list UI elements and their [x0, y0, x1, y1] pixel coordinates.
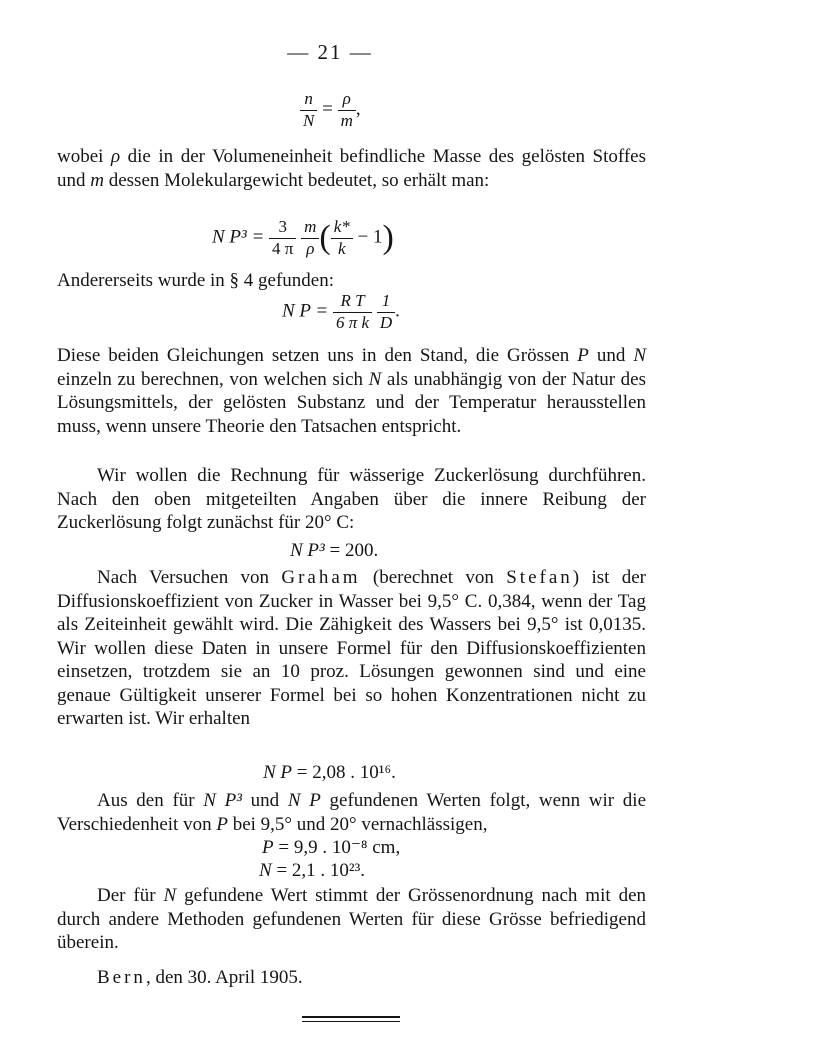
numerator: n [300, 90, 317, 111]
minus-one: − 1 [352, 226, 383, 248]
numerator: 1 [377, 292, 395, 313]
author-graham: Graham [281, 567, 361, 588]
text-run: wobei [57, 146, 111, 167]
equation-comma: , [355, 98, 361, 120]
symbol-N: N [163, 885, 177, 906]
fraction-3-4pi [269, 218, 296, 258]
equation-lhs: N P³ = [212, 226, 270, 248]
equation-lhs: N P = [282, 300, 334, 322]
text-run: ) ist der Diffusionskoeffizient von Zucker in Wasser bei 9,5° C. 0,384, wenn der Tag als Zeiteinheit gewählt wird. Die Zähigkeit des Wassers bei 9,5° ist 0,0135. Wir wollen diese Daten in unsere Formel für den Diffusionskoeffizienten einsetzen, trotzdem sie an 10 proz. Lösungen gewonnen sind und eine genaue Gültigkeit unserer Formel bei so hohen Konzentrationen nicht zu erwarten ist. Wir erhalten [57, 567, 646, 729]
equation-NP3-value [290, 540, 378, 562]
numerator: m [301, 218, 319, 239]
denominator: ρ [306, 238, 315, 258]
numerator: 3 [269, 218, 296, 239]
fraction-1-D [377, 292, 395, 332]
numerator: k* [331, 218, 353, 239]
equation-rhs: = 9,9 . 10⁻⁸ cm, [273, 837, 401, 858]
denominator: k [338, 238, 346, 258]
left-paren: ( [319, 219, 331, 257]
text-run: einzeln zu berechnen, von welchen sich [57, 368, 369, 390]
text-run: gefundene Wert stimmt der Grössenordnung nach mit den durch andere Methoden gefundenen Werten für diese Grösse befriedigend überein. [57, 885, 646, 953]
denominator: N [303, 110, 315, 130]
fraction-RT-6pik [333, 292, 372, 332]
denominator: m [340, 110, 353, 130]
text-run: bei 9,5° und 20° vernachlässigen, [227, 813, 488, 835]
paragraph-andererseits [57, 269, 646, 293]
text-run: die in der Volumeneinheit befindliche Masse des gelösten Stoffes und [57, 146, 647, 191]
page-number: — 21 — [287, 40, 373, 64]
equals-sign: = [322, 98, 333, 120]
symbol-NP: N P [287, 790, 321, 811]
equation-period: . [395, 300, 400, 322]
paragraph-wobei [57, 145, 646, 192]
equation-lhs: N [259, 860, 272, 881]
paragraph-diese-beiden [57, 344, 646, 438]
equation-NP-formula [282, 292, 400, 332]
fraction-rho-m [338, 90, 356, 130]
paragraph-nach-versuchen [57, 566, 646, 731]
equation-rhs: = 2,08 . 10¹⁶. [292, 762, 396, 783]
text-run: und [588, 345, 634, 366]
signoff-city: Bern [97, 967, 146, 988]
symbol-N: N [368, 368, 382, 390]
text-run: Aus den für [97, 790, 204, 811]
equation-NP-value [263, 762, 396, 784]
symbol-P: P [216, 813, 228, 835]
numerator: R T [333, 292, 372, 313]
end-rule-bottom [302, 1021, 400, 1022]
paragraph-wir-wollen [57, 464, 646, 535]
denominator: D [379, 312, 393, 332]
text-run: als unabhängig von der Natur des Lösungsmittels, der gelösten Substanz und der Temperatur herausstellen muss, wenn unsere Theorie den Tatsachen entspricht. [57, 368, 646, 437]
text-run: Wir wollen die Rechnung für wässerige Zuckerlösung durchführen. Nach den oben mitgeteilten Angaben über die innere Reibung der Zuckerlösung folgt zunächst für 20° C: [57, 465, 646, 533]
symbol-rho: ρ [110, 146, 121, 167]
symbol-m: m [90, 169, 104, 191]
denominator: 4 π [272, 238, 294, 258]
equation-N-value [259, 860, 365, 882]
text-run: (berechnet von [360, 567, 507, 588]
paragraph-der-fuer-N [57, 884, 646, 955]
denominator: 6 π k [336, 312, 370, 332]
equation-rhs: = 2,1 . 10²³. [271, 860, 366, 881]
fraction-kstar-k [331, 218, 353, 258]
equation-rhs: = 200. [324, 540, 379, 561]
symbol-NP3: N P³ [203, 790, 242, 811]
equation-lhs: N P [263, 762, 293, 783]
text-run: Der für [97, 885, 164, 906]
text-run: dessen Molekulargewicht bedeutet, so erhält man: [103, 169, 490, 191]
equation-n-over-N [300, 90, 361, 130]
symbol-P: P [577, 345, 589, 366]
numerator: ρ [338, 90, 356, 111]
equation-P-value [262, 836, 400, 859]
author-stefan: Stefan [506, 567, 573, 588]
text-run: Diese beiden Gleichungen setzen uns in den Stand, die Grössen [57, 345, 578, 366]
end-rule-top [302, 1016, 400, 1018]
equation-lhs: P [262, 837, 274, 858]
fraction-m-rho [301, 218, 319, 258]
text-run: gefundenen Werten folgt, wenn wir die Verschiedenheit von [57, 790, 647, 835]
paragraph-aus-den [57, 789, 646, 836]
signoff-date [57, 966, 646, 990]
text-run: und [241, 790, 288, 811]
fraction-n-N [300, 90, 317, 130]
text-run: Nach Versuchen von [97, 567, 282, 588]
right-paren: ) [382, 219, 394, 257]
equation-NP3-formula [212, 218, 394, 258]
signoff-date-text: , den 30. April 1905. [145, 967, 303, 988]
symbol-N: N [633, 345, 646, 366]
text-run: Andererseits wurde in § 4 gefunden: [57, 270, 335, 291]
equation-lhs: N P³ [290, 540, 325, 561]
